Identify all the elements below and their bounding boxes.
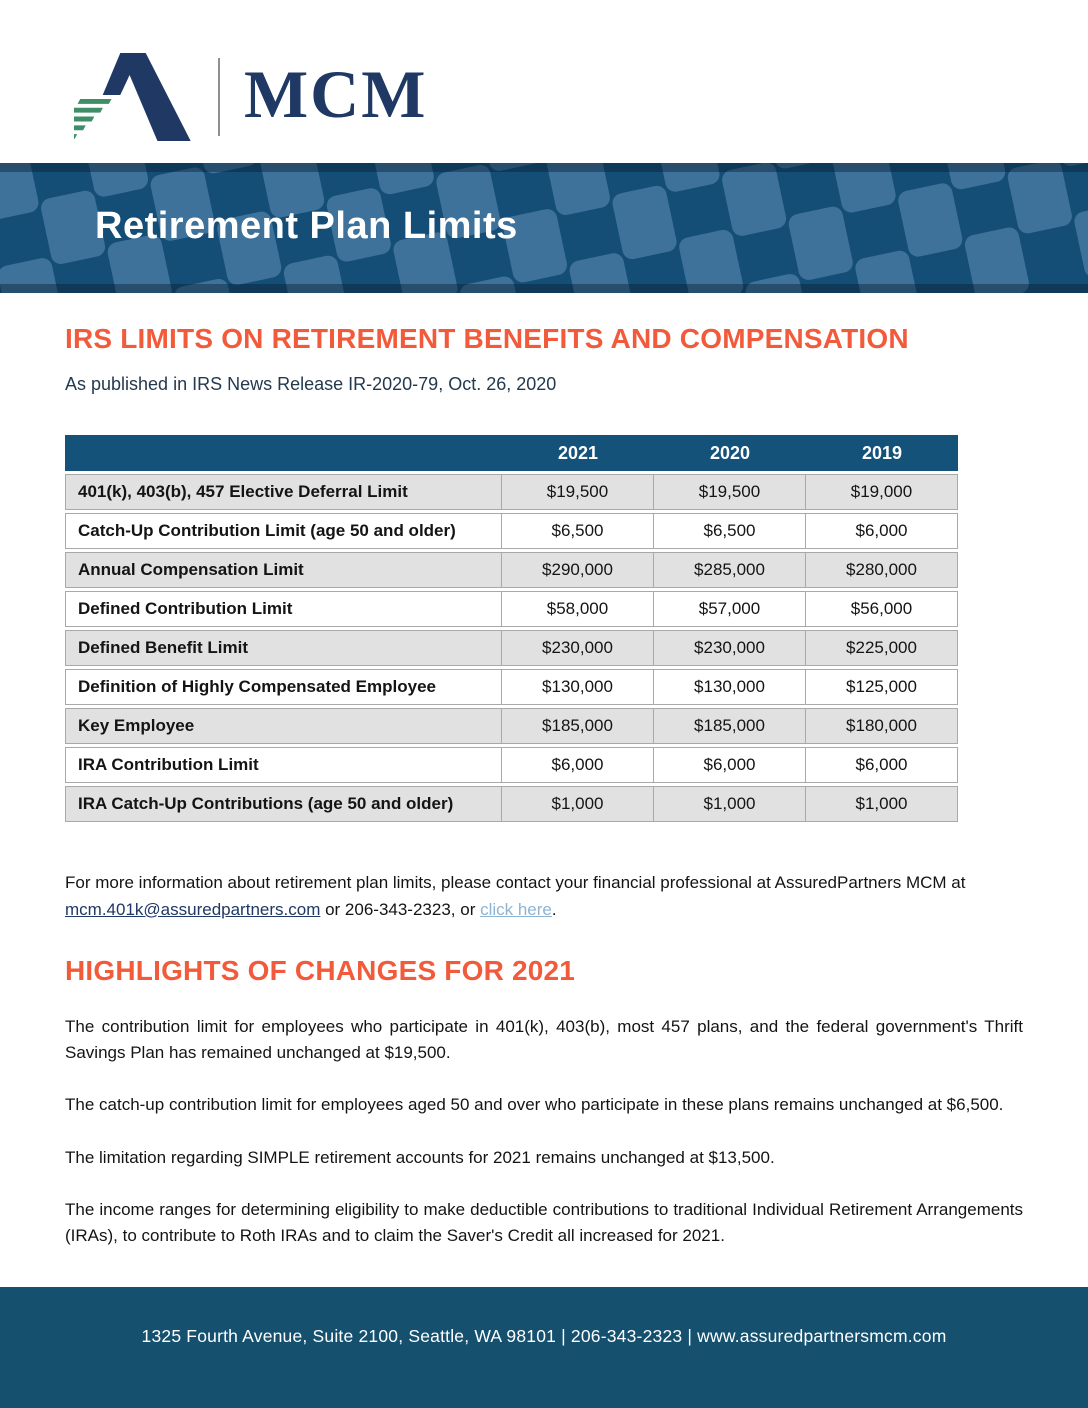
- contact-text-after: .: [551, 899, 557, 919]
- logo-brand-name: MCM: [244, 56, 428, 132]
- footer-text: 1325 Fourth Avenue, Suite 2100, Seattle, WA 98101 | 206-343-2323 | www.assuredpartnersmcm.com: [141, 1326, 947, 1346]
- row-value-2021: $6,000: [502, 747, 654, 783]
- row-label: Catch-Up Contribution Limit (age 50 and older): [65, 513, 502, 549]
- row-value-2020: $1,000: [654, 786, 806, 822]
- page-title: Retirement Plan Limits: [95, 204, 518, 247]
- table-body: [65, 474, 958, 822]
- row-value-2020: $19,500: [654, 474, 806, 510]
- table-row: [65, 474, 958, 510]
- row-value-2019: $125,000: [806, 669, 958, 705]
- irs-release-subtitle: As published in IRS News Release IR-2020-79, Oct. 26, 2020: [65, 374, 557, 395]
- row-value-2019: $56,000: [806, 591, 958, 627]
- highlight-paragraph: The income ranges for determining eligibility to make deductible contributions to traditional Individual Retirement Arrangements (IRAs), to contribute to Roth IRAs and to claim the Saver's Credit all increased for 2021.: [65, 1200, 1023, 1245]
- row-value-2021: $58,000: [502, 591, 654, 627]
- row-label: Defined Benefit Limit: [65, 630, 502, 666]
- row-value-2020: $6,000: [654, 747, 806, 783]
- highlights-paragraphs: [65, 1014, 1023, 1248]
- contact-paragraph: [65, 870, 1023, 923]
- assuredpartners-a-icon: [74, 53, 192, 141]
- table-header-2019: 2019: [861, 442, 903, 463]
- click-here-link[interactable]: click here: [480, 899, 552, 919]
- table-row: [65, 552, 958, 588]
- row-value-2021: $19,500: [502, 474, 654, 510]
- row-value-2020: $185,000: [654, 708, 806, 744]
- row-value-2021: $185,000: [502, 708, 654, 744]
- row-label: Definition of Highly Compensated Employee: [65, 669, 502, 705]
- footer: [0, 1287, 1088, 1408]
- row-label: Key Employee: [65, 708, 502, 744]
- table-header-2020: 2020: [709, 442, 751, 463]
- table-row: [65, 513, 958, 549]
- table-row: [65, 630, 958, 666]
- row-value-2019: $180,000: [806, 708, 958, 744]
- row-value-2019: $6,000: [806, 747, 958, 783]
- table-row: [65, 708, 958, 744]
- row-value-2020: $285,000: [654, 552, 806, 588]
- row-label: Annual Compensation Limit: [65, 552, 502, 588]
- table-row: [65, 591, 958, 627]
- table-row: [65, 786, 958, 822]
- row-label: 401(k), 403(b), 457 Elective Deferral Limit: [65, 474, 502, 510]
- irs-limits-heading: IRS LIMITS ON RETIREMENT BENEFITS AND COMPENSATION: [65, 323, 909, 354]
- title-banner: [0, 163, 1088, 293]
- logo: [0, 0, 1088, 142]
- row-label: Defined Contribution Limit: [65, 591, 502, 627]
- table-row: [65, 669, 958, 705]
- row-value-2019: $1,000: [806, 786, 958, 822]
- row-value-2020: $6,500: [654, 513, 806, 549]
- row-value-2021: $1,000: [502, 786, 654, 822]
- contact-text-middle: or 206-343-2323, or: [320, 899, 481, 919]
- logo-divider: [218, 58, 220, 136]
- row-value-2020: $57,000: [654, 591, 806, 627]
- row-value-2021: $130,000: [502, 669, 654, 705]
- row-value-2019: $225,000: [806, 630, 958, 666]
- row-value-2019: $19,000: [806, 474, 958, 510]
- email-link[interactable]: mcm.401k@assuredpartners.com: [65, 899, 321, 919]
- row-value-2019: $280,000: [806, 552, 958, 588]
- content: [65, 323, 1023, 1248]
- contact-text-before: For more information about retirement plan limits, please contact your financial professional at AssuredPartners MCM at: [65, 873, 966, 893]
- limits-table: [65, 435, 958, 822]
- row-value-2019: $6,000: [806, 513, 958, 549]
- highlight-paragraph: The catch-up contribution limit for employees aged 50 and over who participate in these plans remains unchanged at $6,500.: [65, 1095, 1004, 1115]
- row-label: IRA Contribution Limit: [65, 747, 502, 783]
- table-header-row: [65, 435, 958, 471]
- row-value-2021: $290,000: [502, 552, 654, 588]
- row-value-2020: $130,000: [654, 669, 806, 705]
- highlight-paragraph: The limitation regarding SIMPLE retirement accounts for 2021 remains unchanged at $13,500.: [65, 1147, 775, 1167]
- row-value-2021: $230,000: [502, 630, 654, 666]
- table-row: [65, 747, 958, 783]
- highlight-paragraph: The contribution limit for employees who participate in 401(k), 403(b), most 457 plans, and the federal government's Thrift Savings Plan has remained unchanged at $19,500.: [65, 1017, 1023, 1062]
- row-label: IRA Catch-Up Contributions (age 50 and older): [65, 786, 502, 822]
- table-header-2021: 2021: [557, 442, 599, 463]
- row-value-2020: $230,000: [654, 630, 806, 666]
- row-value-2021: $6,500: [502, 513, 654, 549]
- highlights-heading: HIGHLIGHTS OF CHANGES FOR 2021: [65, 954, 576, 986]
